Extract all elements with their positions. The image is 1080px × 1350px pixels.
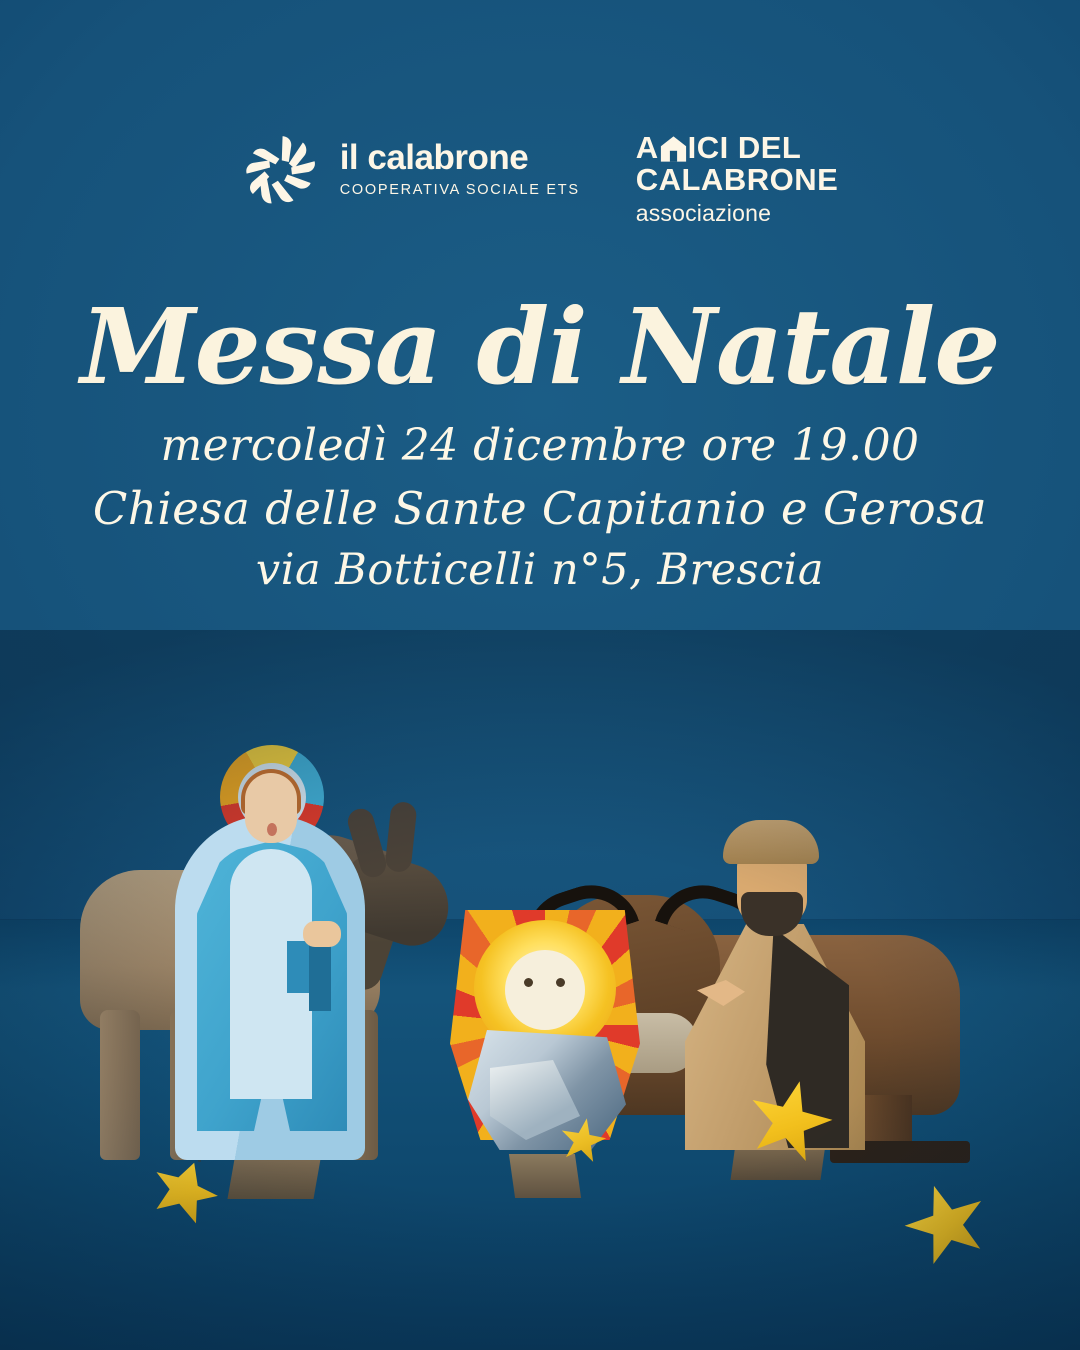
logo-calabrone-subtitle: COOPERATIVA SOCIALE ETS	[339, 182, 580, 199]
nativity-baby-jesus-icon	[450, 910, 640, 1160]
nativity-mary-icon	[175, 745, 365, 1165]
logo-calabrone-name: il calabrone	[339, 138, 529, 178]
logo-amici-del-calabrone	[636, 130, 839, 226]
logo-il-calabrone	[242, 130, 580, 208]
logo-amici-line1	[636, 132, 839, 164]
logo-amici-line1-after: ICI DEL	[687, 130, 802, 165]
house-icon	[660, 135, 687, 163]
logo-calabrone-text	[340, 140, 580, 198]
event-address-line: via Botticelli n°5, Brescia	[255, 544, 825, 595]
event-venue-line: Chiesa delle Sante Capitanio e Gerosa	[92, 481, 988, 535]
nativity-joseph-icon	[685, 820, 865, 1150]
logo-amici-line1-before: A	[635, 130, 659, 165]
event-date-line: mercoledì 24 dicembre ore 19.00	[160, 420, 920, 472]
headline-block	[0, 285, 1080, 600]
event-details	[0, 415, 1080, 600]
page-title: Messa di Natale	[80, 285, 1000, 408]
logo-amici-line3: associazione	[635, 200, 772, 227]
sunburst-spiral-icon	[242, 130, 320, 208]
logo-row	[0, 130, 1080, 226]
logo-amici-line2: CALABRONE	[635, 161, 839, 197]
nativity-scene	[0, 630, 1080, 1350]
